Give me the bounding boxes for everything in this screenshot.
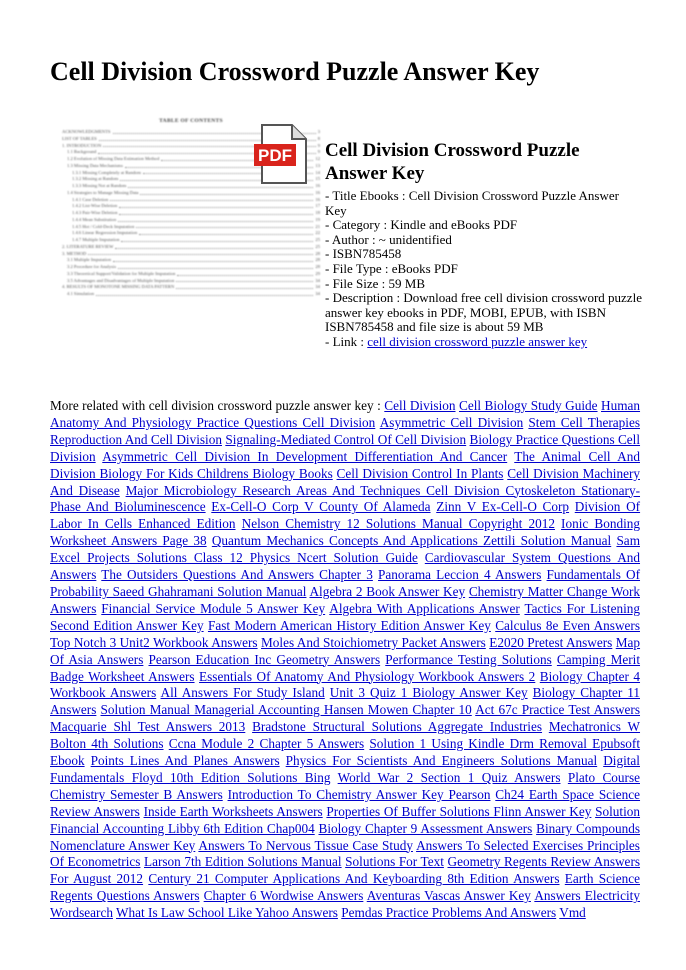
- related-link[interactable]: Moles And Stoichiometry Packet Answers: [261, 634, 486, 650]
- related-link[interactable]: Essentials Of Anatomy And Physiology Workbook Answers 2: [199, 668, 536, 684]
- toc-row-title: 4.1 Simulation: [67, 291, 95, 296]
- toc-row-page: 28: [315, 257, 320, 263]
- related-link[interactable]: Larson 7th Edition Solutions Manual: [144, 854, 342, 870]
- toc-row: [62, 264, 320, 271]
- toc-row: [62, 278, 320, 285]
- toc-row-page: 17: [315, 203, 320, 209]
- related-link[interactable]: Bradstone Structural Solutions Aggregate Industries: [252, 719, 543, 735]
- toc-row-page: 34: [315, 284, 320, 290]
- page-title: Cell Division Crossword Puzzle Answer Key: [50, 57, 540, 86]
- toc-row-title: 1.4.3 Pair-Wise Deletion: [72, 210, 118, 215]
- related-link[interactable]: Calculus 8e Even Answers: [495, 617, 640, 633]
- toc-row: [62, 230, 320, 237]
- toc-row-title: 1.1 Background: [67, 149, 97, 155]
- toc-row-title: 1.4.2 List-Wise Deletion: [72, 203, 118, 209]
- toc-leader-dots: [119, 207, 313, 208]
- related-link[interactable]: Biology Chapter 4 Workbook Answers: [50, 668, 641, 701]
- toc-row-page: 15: [315, 176, 320, 182]
- ebook-info: [325, 139, 645, 350]
- toc-row: [62, 190, 320, 197]
- ebook-download-link[interactable]: cell division crossword puzzle answer key: [367, 333, 588, 349]
- related-link[interactable]: Nelson Chemistry 12 Solutions Manual Copyright 2012: [241, 516, 555, 532]
- isbn-line: - ISBN785458: [325, 246, 402, 262]
- toc-leader-dots: [176, 281, 313, 282]
- related-link[interactable]: E2020 Pretest Answers: [489, 634, 613, 650]
- related-link[interactable]: Pearson Education Inc Geometry Answers: [148, 651, 381, 667]
- related-link[interactable]: Performance Testing Solutions: [385, 651, 552, 667]
- related-link[interactable]: Fast Modern American History Edition Answer Key: [207, 617, 491, 633]
- related-link[interactable]: Financial Service Module 5 Answer Key: [101, 600, 326, 616]
- toc-row-page: 8: [317, 135, 320, 141]
- toc-row-title: 1.3.1 Missing Completely at Random: [72, 169, 141, 175]
- toc-row-title: 1.3.3 Missing Not at Random: [72, 183, 127, 188]
- toc-row-title: 4. RESULTS OF MONOTONE MISSING DATA PATTERN: [62, 284, 175, 290]
- related-link[interactable]: Inside Earth Worksheets Answers: [143, 803, 323, 819]
- related-link[interactable]: Solutions For Text: [345, 854, 444, 870]
- toc-row: [62, 284, 320, 291]
- toc-row-page: 18: [315, 210, 320, 215]
- toc-row-title: 1.3 Missing Data Mechanisms: [67, 162, 123, 168]
- related-link[interactable]: Ccna Module 2 Chapter 5 Answers: [168, 736, 365, 752]
- related-link[interactable]: Vmd: [559, 905, 586, 921]
- toc-row: [62, 210, 320, 217]
- toc-row-page: 13: [315, 162, 320, 168]
- related-link[interactable]: Ex-Cell-O Corp V County Of Alameda: [211, 499, 431, 515]
- toc-row-page: 14: [315, 169, 320, 175]
- related-link[interactable]: Solution 1 Using Kindle Drm Removal Epubsoft Ebook: [50, 736, 641, 769]
- toc-row-page: 22: [315, 230, 320, 236]
- pdf-icon-label: PDF: [258, 146, 292, 165]
- title-ebooks-line-1: - Title Ebooks : Cell Division Crossword Puzzle Answer: [325, 188, 619, 203]
- related-link[interactable]: Major Microbiology Research Areas And Techniques Cell Division Cytoskeleton Stationary-Phase And Bioluminescence: [50, 482, 641, 515]
- related-link[interactable]: Sam Excel Projects Solutions Class 12 Physics Ncert Solution Guide: [50, 533, 640, 566]
- related-link[interactable]: Chemistry Matter Change Work Answers: [50, 583, 640, 616]
- toc-row-page: 16: [315, 196, 320, 202]
- related-link[interactable]: Answers To Selected Exercises Principles Of Econometrics: [50, 837, 640, 870]
- related-link[interactable]: Macquarie Shl Test Answers 2013: [50, 719, 246, 735]
- related-link[interactable]: Cell Division Machinery And Disease: [50, 465, 640, 498]
- toc-row: [62, 224, 320, 231]
- toc-leader-dots: [139, 234, 313, 235]
- toc-row-title: 1.4.4 Mean Substitution: [72, 216, 117, 222]
- toc-row-title: 1.4.1 Case Deletion: [72, 196, 109, 202]
- toc-row-title: 1.4.6 Linear Regression Imputation: [72, 230, 138, 236]
- related-link[interactable]: Division Of Labor In Cells Enhanced Edition: [50, 499, 641, 532]
- toc-row-title: 1.4 Strategies to Manage Missing Data: [67, 189, 139, 195]
- toc-row-page: 25: [315, 237, 320, 242]
- toc-row: [62, 271, 320, 278]
- related-link[interactable]: Algebra With Applications Answer: [329, 600, 520, 616]
- ebook-title: [325, 139, 645, 185]
- related-link[interactable]: All Answers For Study Island: [160, 685, 325, 701]
- toc-row-page: 16: [315, 189, 320, 195]
- ebook-title-line-1: Cell Division Crossword Puzzle: [325, 140, 580, 161]
- related-link[interactable]: Biology Chapter 9 Assessment Answers: [318, 820, 533, 836]
- related-link[interactable]: Zinn V Ex-Cell-O Corp: [436, 499, 570, 515]
- related-link[interactable]: Pemdas Practice Problems And Answers: [341, 905, 557, 921]
- related-link[interactable]: Biology Practice Questions Cell Division: [50, 431, 641, 464]
- related-link[interactable]: Fundamentals Of Probability Saeed Ghahramani Solution Manual: [50, 567, 641, 599]
- related-link[interactable]: World War 2 Section 1 Quiz Answers: [337, 769, 561, 785]
- related-link[interactable]: Asymmetric Cell Division: [379, 414, 524, 430]
- toc-leader-dots: [119, 214, 313, 215]
- link-prefix: - Link :: [325, 333, 368, 349]
- related-link[interactable]: Tactics For Listening Second Edition Answer Key: [50, 600, 641, 633]
- toc-leader-dots: [136, 227, 313, 228]
- related-link[interactable]: Properties Of Buffer Solutions Flinn Answer Key: [326, 803, 592, 819]
- related-link[interactable]: Panorama Leccion 4 Answers: [378, 567, 542, 583]
- toc-row-title: 1.4.7 Multiple Imputation: [72, 237, 120, 242]
- toc-row-page: 29: [315, 270, 320, 276]
- related-link[interactable]: What Is Law School Like Yahoo Answers: [116, 905, 338, 921]
- related-link[interactable]: Earth Science Regents Questions Answers: [50, 871, 640, 904]
- toc-row-title: 2. LITERATURE REVIEW: [62, 243, 114, 249]
- related-link[interactable]: Quantum Mechanics Concepts And Applications Zettili Solution Manual: [211, 533, 612, 549]
- related-link[interactable]: Solution Financial Accounting Libby 6th Edition Chap004: [50, 803, 641, 836]
- toc-row-page: 25: [315, 243, 320, 249]
- related-link[interactable]: Stem Cell Therapies Reproduction And Cell Division: [50, 414, 640, 447]
- toc-row: [62, 237, 320, 244]
- related-link[interactable]: Map Of Asia Answers: [50, 634, 641, 667]
- toc-row-title: 3.5 Advantages and Disadvantages of Multiple Imputation: [67, 277, 175, 283]
- related-link[interactable]: Human Anatomy And Physiology Practice Questions Cell Division: [50, 398, 641, 430]
- related-link[interactable]: The Animal Cell And Division Biology For Kids Childrens Biology Books: [50, 448, 640, 481]
- related-link[interactable]: Digital Fundamentals Floyd 10th Edition Solutions Bing: [50, 753, 640, 785]
- related-links-paragraph: [50, 398, 640, 922]
- related-link[interactable]: Cell Division: [384, 398, 456, 413]
- toc-row-page: 12: [315, 156, 320, 161]
- related-link[interactable]: Signaling-Mediated Control Of Cell Division: [225, 431, 467, 447]
- toc-leader-dots: [110, 200, 313, 201]
- toc-row-title: ACKNOWLEDGMENTS: [62, 129, 111, 134]
- toc-row-title: 3.2 Procedure for Analysis: [67, 264, 116, 269]
- file-size-line: - File Size : 59 MB: [325, 275, 426, 291]
- toc-row: [62, 251, 320, 258]
- toc-row-page: 34: [315, 291, 320, 296]
- related-link[interactable]: Chapter 6 Wordwise Answers: [203, 888, 364, 904]
- toc-leader-dots: [177, 275, 313, 276]
- toc-row-page: 21: [315, 223, 320, 229]
- toc-row: [62, 203, 320, 210]
- toc-row-page: 19: [315, 216, 320, 222]
- related-link[interactable]: Points Lines And Planes Answers: [90, 753, 280, 769]
- related-link[interactable]: Plato Course Chemistry Semester B Answers: [50, 769, 640, 802]
- related-link[interactable]: Algebra 2 Book Answer Key: [309, 583, 466, 599]
- related-link[interactable]: Cell Division Control In Plants: [336, 465, 504, 481]
- related-link[interactable]: Act 67c Practice Test Answers: [475, 702, 641, 718]
- category-line: - Category : Kindle and eBooks PDF: [325, 217, 518, 233]
- related-link[interactable]: Century 21 Computer Applications And Keyboarding 8th Edition Answers: [148, 871, 560, 887]
- related-link[interactable]: Camping Merit Badge Worksheet Answers: [50, 651, 641, 684]
- related-link[interactable]: Mechatronics W Bolton 4th Solutions: [50, 719, 641, 752]
- related-link[interactable]: Binary Compounds Nomenclature Answer Key: [50, 820, 640, 853]
- related-link[interactable]: Cell Biology Study Guide: [459, 398, 598, 413]
- toc-row: [62, 291, 320, 298]
- description-line: - Description : Download free cell division crossword puzzle answer key ebooks in PDF, MOBI, EPUB, with ISBN ISBN785458 and file size is about 59 MB: [325, 290, 642, 335]
- related-link[interactable]: Ch24 Earth Space Science Review Answers: [50, 786, 641, 819]
- toc-leader-dots: [176, 288, 313, 289]
- related-link[interactable]: Solution Manual Managerial Accounting Hansen Mowen Chapter 10: [100, 702, 472, 718]
- related-link[interactable]: Answers Electricity Wordsearch: [50, 888, 640, 921]
- related-link[interactable]: Answers To Nervous Tissue Case Study: [198, 837, 413, 853]
- file-type-line: - File Type : eBooks PDF: [325, 260, 458, 276]
- toc-row: [62, 257, 320, 264]
- related-link[interactable]: Asymmetric Cell Division In Development Differentiation And Cancer: [102, 448, 508, 464]
- toc-leader-dots: [96, 295, 313, 296]
- toc-row-title: 1.4.5 Hot / Cold-Deck Imputation: [72, 223, 135, 229]
- related-link[interactable]: Physics For Scientists And Engineers Solutions Manual: [285, 753, 598, 769]
- toc-row-page: 3: [317, 129, 320, 134]
- toc-leader-dots: [140, 194, 313, 195]
- toc-row-page: 9: [317, 149, 320, 155]
- toc-leader-dots: [118, 268, 313, 269]
- toc-leader-dots: [121, 241, 313, 242]
- related-link[interactable]: Cardiovascular System Questions And Answers: [50, 550, 641, 583]
- toc-row-page: 16: [315, 183, 320, 188]
- related-link[interactable]: Unit 3 Quiz 1 Biology Answer Key: [329, 685, 528, 701]
- toc-row-title: 1.3.2 Missing at Random: [72, 176, 119, 182]
- toc-row-page: 34: [315, 277, 320, 283]
- toc-heading: TABLE OF CONTENTS: [159, 118, 223, 124]
- toc-row: [62, 244, 320, 251]
- toc-row-page: 28: [315, 264, 320, 269]
- toc-row-title: LIST OF TABLES: [62, 135, 97, 141]
- toc-row-title: 3.3 Theoretical Support/Validation for Multiple Imputation: [67, 270, 176, 276]
- toc-leader-dots: [128, 187, 313, 188]
- related-link[interactable]: Biology Chapter 11 Answers: [50, 685, 640, 718]
- related-link[interactable]: Top Notch 3 Unit2 Workbook Answers: [50, 634, 258, 650]
- toc-leader-dots: [88, 254, 313, 255]
- related-link[interactable]: Geometry Regents Review Answers For August 2012: [50, 854, 641, 887]
- toc-row-title: 1.2 Evolution of Missing Data Estimation Method: [67, 156, 160, 161]
- toc-row: [62, 217, 320, 224]
- toc-row-title: 3. METHOD: [62, 250, 87, 256]
- toc-row-title: 1. INTRODUCTION: [62, 142, 102, 148]
- toc-row-title: 3.1 Multiple Imputation: [67, 257, 112, 263]
- toc-leader-dots: [118, 221, 313, 222]
- author-line: - Author : ~ unidentified: [325, 231, 452, 247]
- related-link[interactable]: The Outsiders Questions And Answers Chapter 3: [101, 567, 373, 583]
- pdf-file-icon: [254, 123, 310, 185]
- toc-row-page: 28: [315, 250, 320, 256]
- toc-leader-dots: [113, 261, 313, 262]
- related-intro: More related with cell division crossword puzzle answer key :: [50, 398, 385, 413]
- toc-leader-dots: [115, 248, 313, 249]
- toc-row: [62, 197, 320, 204]
- related-link[interactable]: Introduction To Chemistry Answer Key Pearson: [227, 786, 491, 802]
- ebook-title-line-2: Answer Key: [325, 163, 425, 184]
- related-link[interactable]: Aventuras Vascas Answer Key: [366, 888, 531, 904]
- link-line: [325, 335, 645, 350]
- related-link[interactable]: Ionic Bonding Worksheet Answers Page 38: [50, 516, 641, 549]
- toc-row-page: 9: [317, 142, 320, 148]
- related-links: [50, 398, 640, 920]
- title-ebooks-line-2: Key: [325, 202, 347, 218]
